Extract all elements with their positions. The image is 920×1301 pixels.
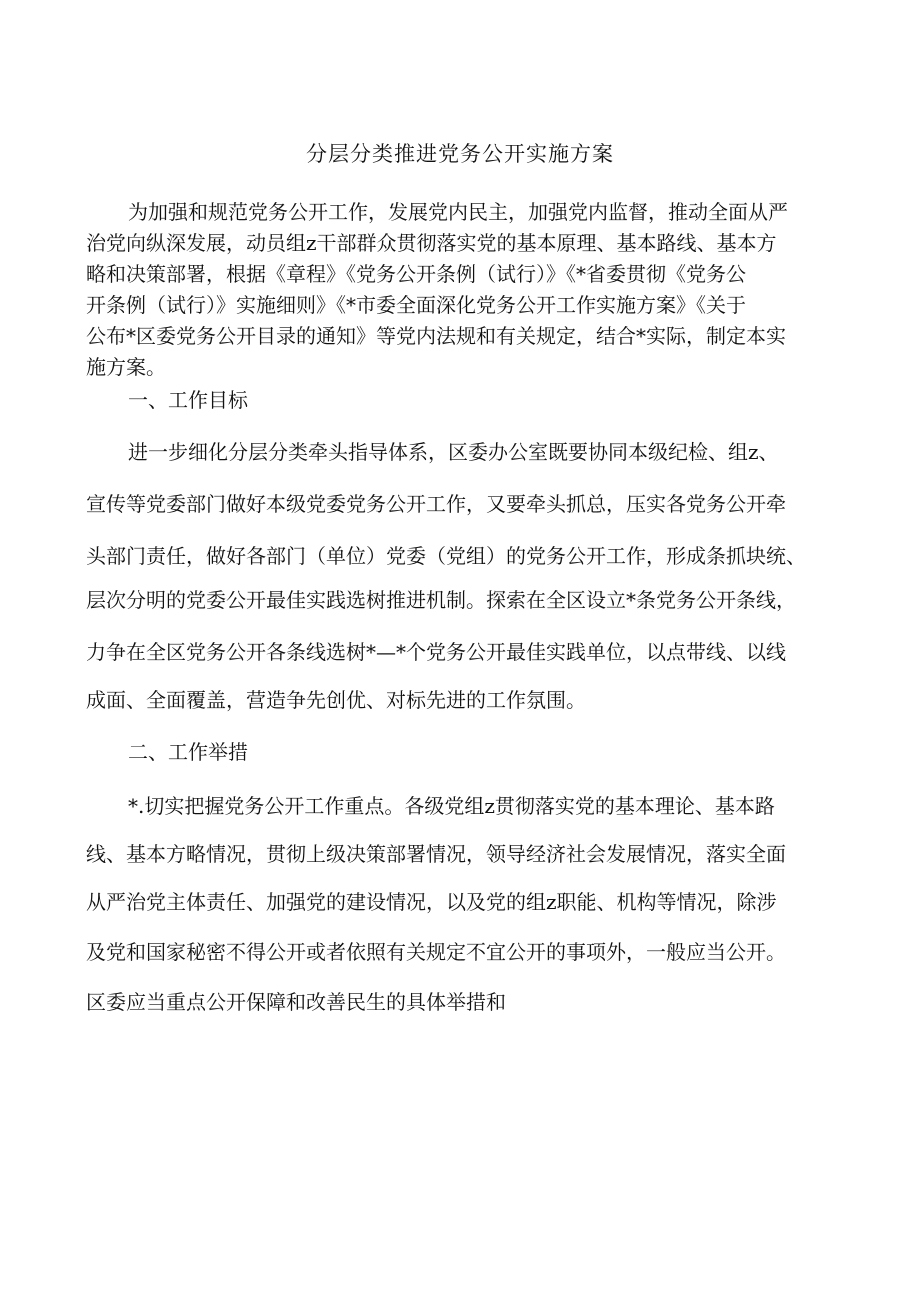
section1-line-2: 宣传等党委部门做好本级党委党务公开工作，又要牵头抓总，压实各党务公开牵 <box>86 492 786 516</box>
section2-line-5: 区委应当重点公开保障和改善民生的具体举措和 <box>86 990 506 1014</box>
section2-line-3: 从严治党主体责任、加强党的建设情况，以及党的组z职能、机构等情况，除涉 <box>86 890 777 914</box>
section1-heading: 一、工作目标 <box>128 388 248 412</box>
section1-line-3: 头部门责任，做好各部门（单位）党委（党组）的党务公开工作，形成条抓块统、 <box>86 544 806 568</box>
intro-line-3: 略和决策部署，根据《章程》《党务公开条例（试行）》《*省委贯彻《党务公 <box>86 262 746 286</box>
section1-line-1: 进一步细化分层分类牵头指导体系，区委办公室既要协同本级纪检、组z、 <box>128 440 779 464</box>
section1-line-5: 力争在全区党务公开各条线选树*—*个党务公开最佳实践单位，以点带线、以线 <box>86 640 786 664</box>
intro-line-1: 为加强和规范党务公开工作，发展党内民主，加强党内监督，推动全面从严 <box>128 200 788 224</box>
section1-line-6: 成面、全面覆盖，营造争先创优、对标先进的工作氛围。 <box>86 688 586 712</box>
section2-heading: 二、工作举措 <box>128 740 248 764</box>
intro-line-4: 开条例（试行）》实施细则》《*市委全面深化党务公开工作实施方案》《关于 <box>86 293 746 317</box>
intro-line-6: 施方案。 <box>86 355 166 379</box>
section2-line-1: *.切实把握党务公开工作重点。各级党组z贯彻落实党的基本理论、基本路 <box>128 794 775 818</box>
section1-line-4: 层次分明的党委公开最佳实践选树推进机制。探索在全区设立*条党务公开条线， <box>86 588 796 612</box>
document-title: 分层分类推进党务公开实施方案 <box>306 142 614 166</box>
intro-line-5: 公布*区委党务公开目录的通知》等党内法规和有关规定，结合*实际，制定本实 <box>86 324 786 348</box>
section2-line-2: 线、基本方略情况，贯彻上级决策部署情况，领导经济社会发展情况，落实全面 <box>86 842 786 866</box>
section2-line-4: 及党和国家秘密不得公开或者依照有关规定不宜公开的事项外，一般应当公开。 <box>86 940 786 964</box>
intro-line-2: 治党向纵深发展，动员组z干部群众贯彻落实党的基本原理、基本路线、基本方 <box>86 231 777 255</box>
